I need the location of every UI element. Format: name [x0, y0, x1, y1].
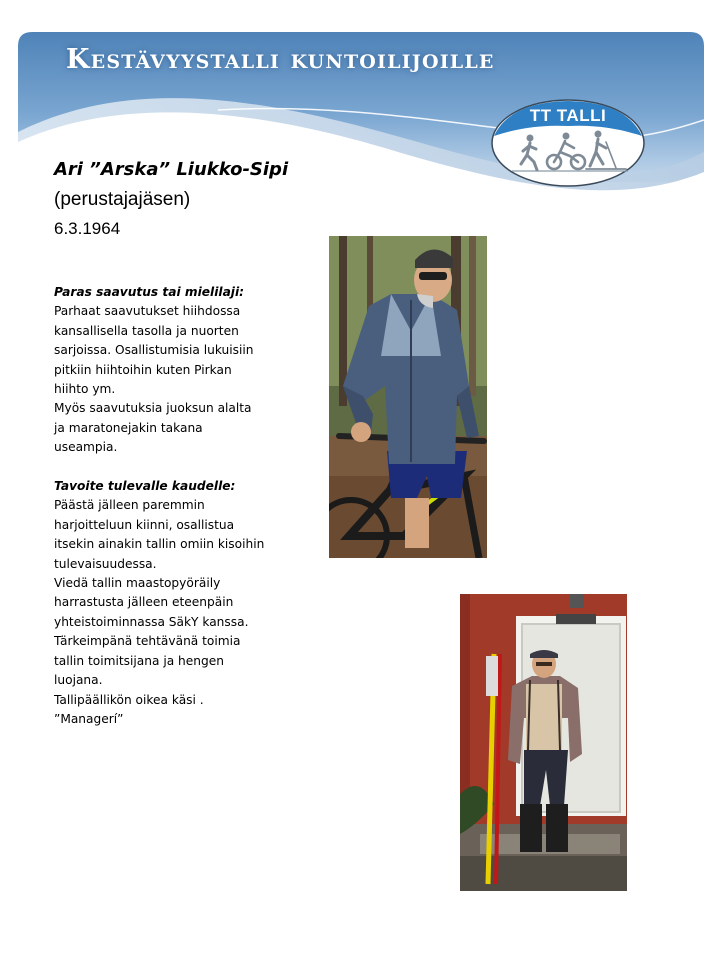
achievement-line: pitkiin hiihtoihin kuten Pirkan [54, 362, 232, 377]
skier-photo-illustration [460, 594, 627, 891]
logo-text: TT TALLI [529, 106, 607, 125]
section-heading-achievement: Paras saavutus tai mielilaji: [54, 285, 245, 299]
achievement-line: useampia. [54, 440, 118, 455]
goal-line: Tärkeimpänä tehtävänä toimia [54, 634, 241, 649]
profile-name: Ari ”Arska” Liukko-Sipi [54, 159, 289, 180]
goal-line: ”Managerí” [54, 711, 124, 726]
achievement-line: kansallisella tasolla ja nuorten [54, 323, 239, 338]
section-heading-goal: Tavoite tulevalle kaudelle: [54, 479, 236, 494]
tt-talli-logo [490, 98, 646, 188]
photo-cyclist [329, 236, 487, 558]
goal-line: harjoitteluun kiinni, osallistua [54, 517, 235, 532]
goal-line: Viedä tallin maastopyöräily [54, 576, 221, 591]
achievement-line: hiihto ym. [54, 382, 116, 397]
goal-line: tallin toimitsijana ja hengen [54, 653, 224, 668]
banner-title: Kestävyystalli kuntoilijoille [66, 44, 495, 75]
goal-line: Tallipäällikön oikea käsi . [54, 692, 204, 707]
goal-line: yhteistoiminnassa SäkY kanssa. [54, 614, 249, 629]
photo-skier [460, 594, 627, 891]
goal-line: tulevaisuudessa. [54, 556, 157, 571]
achievement-line: sarjoissa. Osallistumisia lukuisiin [54, 343, 254, 358]
achievement-line: Myös saavutuksia juoksun alalta [54, 401, 252, 416]
profile-text [54, 283, 304, 729]
section-spacer [54, 458, 304, 477]
cyclist-photo-illustration [329, 236, 487, 558]
birthdate: 6.3.1964 [54, 219, 121, 238]
goal-line: harrastusta jälleen eteenpäin [54, 595, 234, 610]
goal-line: Päästä jälleen paremmin [54, 498, 205, 513]
achievement-line: ja maratonejakin takana [54, 420, 203, 435]
achievement-line: Parhaat saavutukset hiihdossa [54, 304, 241, 319]
goal-line: itsekin ainakin tallin omiin kisoihin [54, 537, 265, 552]
membership-status: (perustajajäsen) [54, 189, 191, 210]
goal-line: luojana. [54, 673, 103, 688]
